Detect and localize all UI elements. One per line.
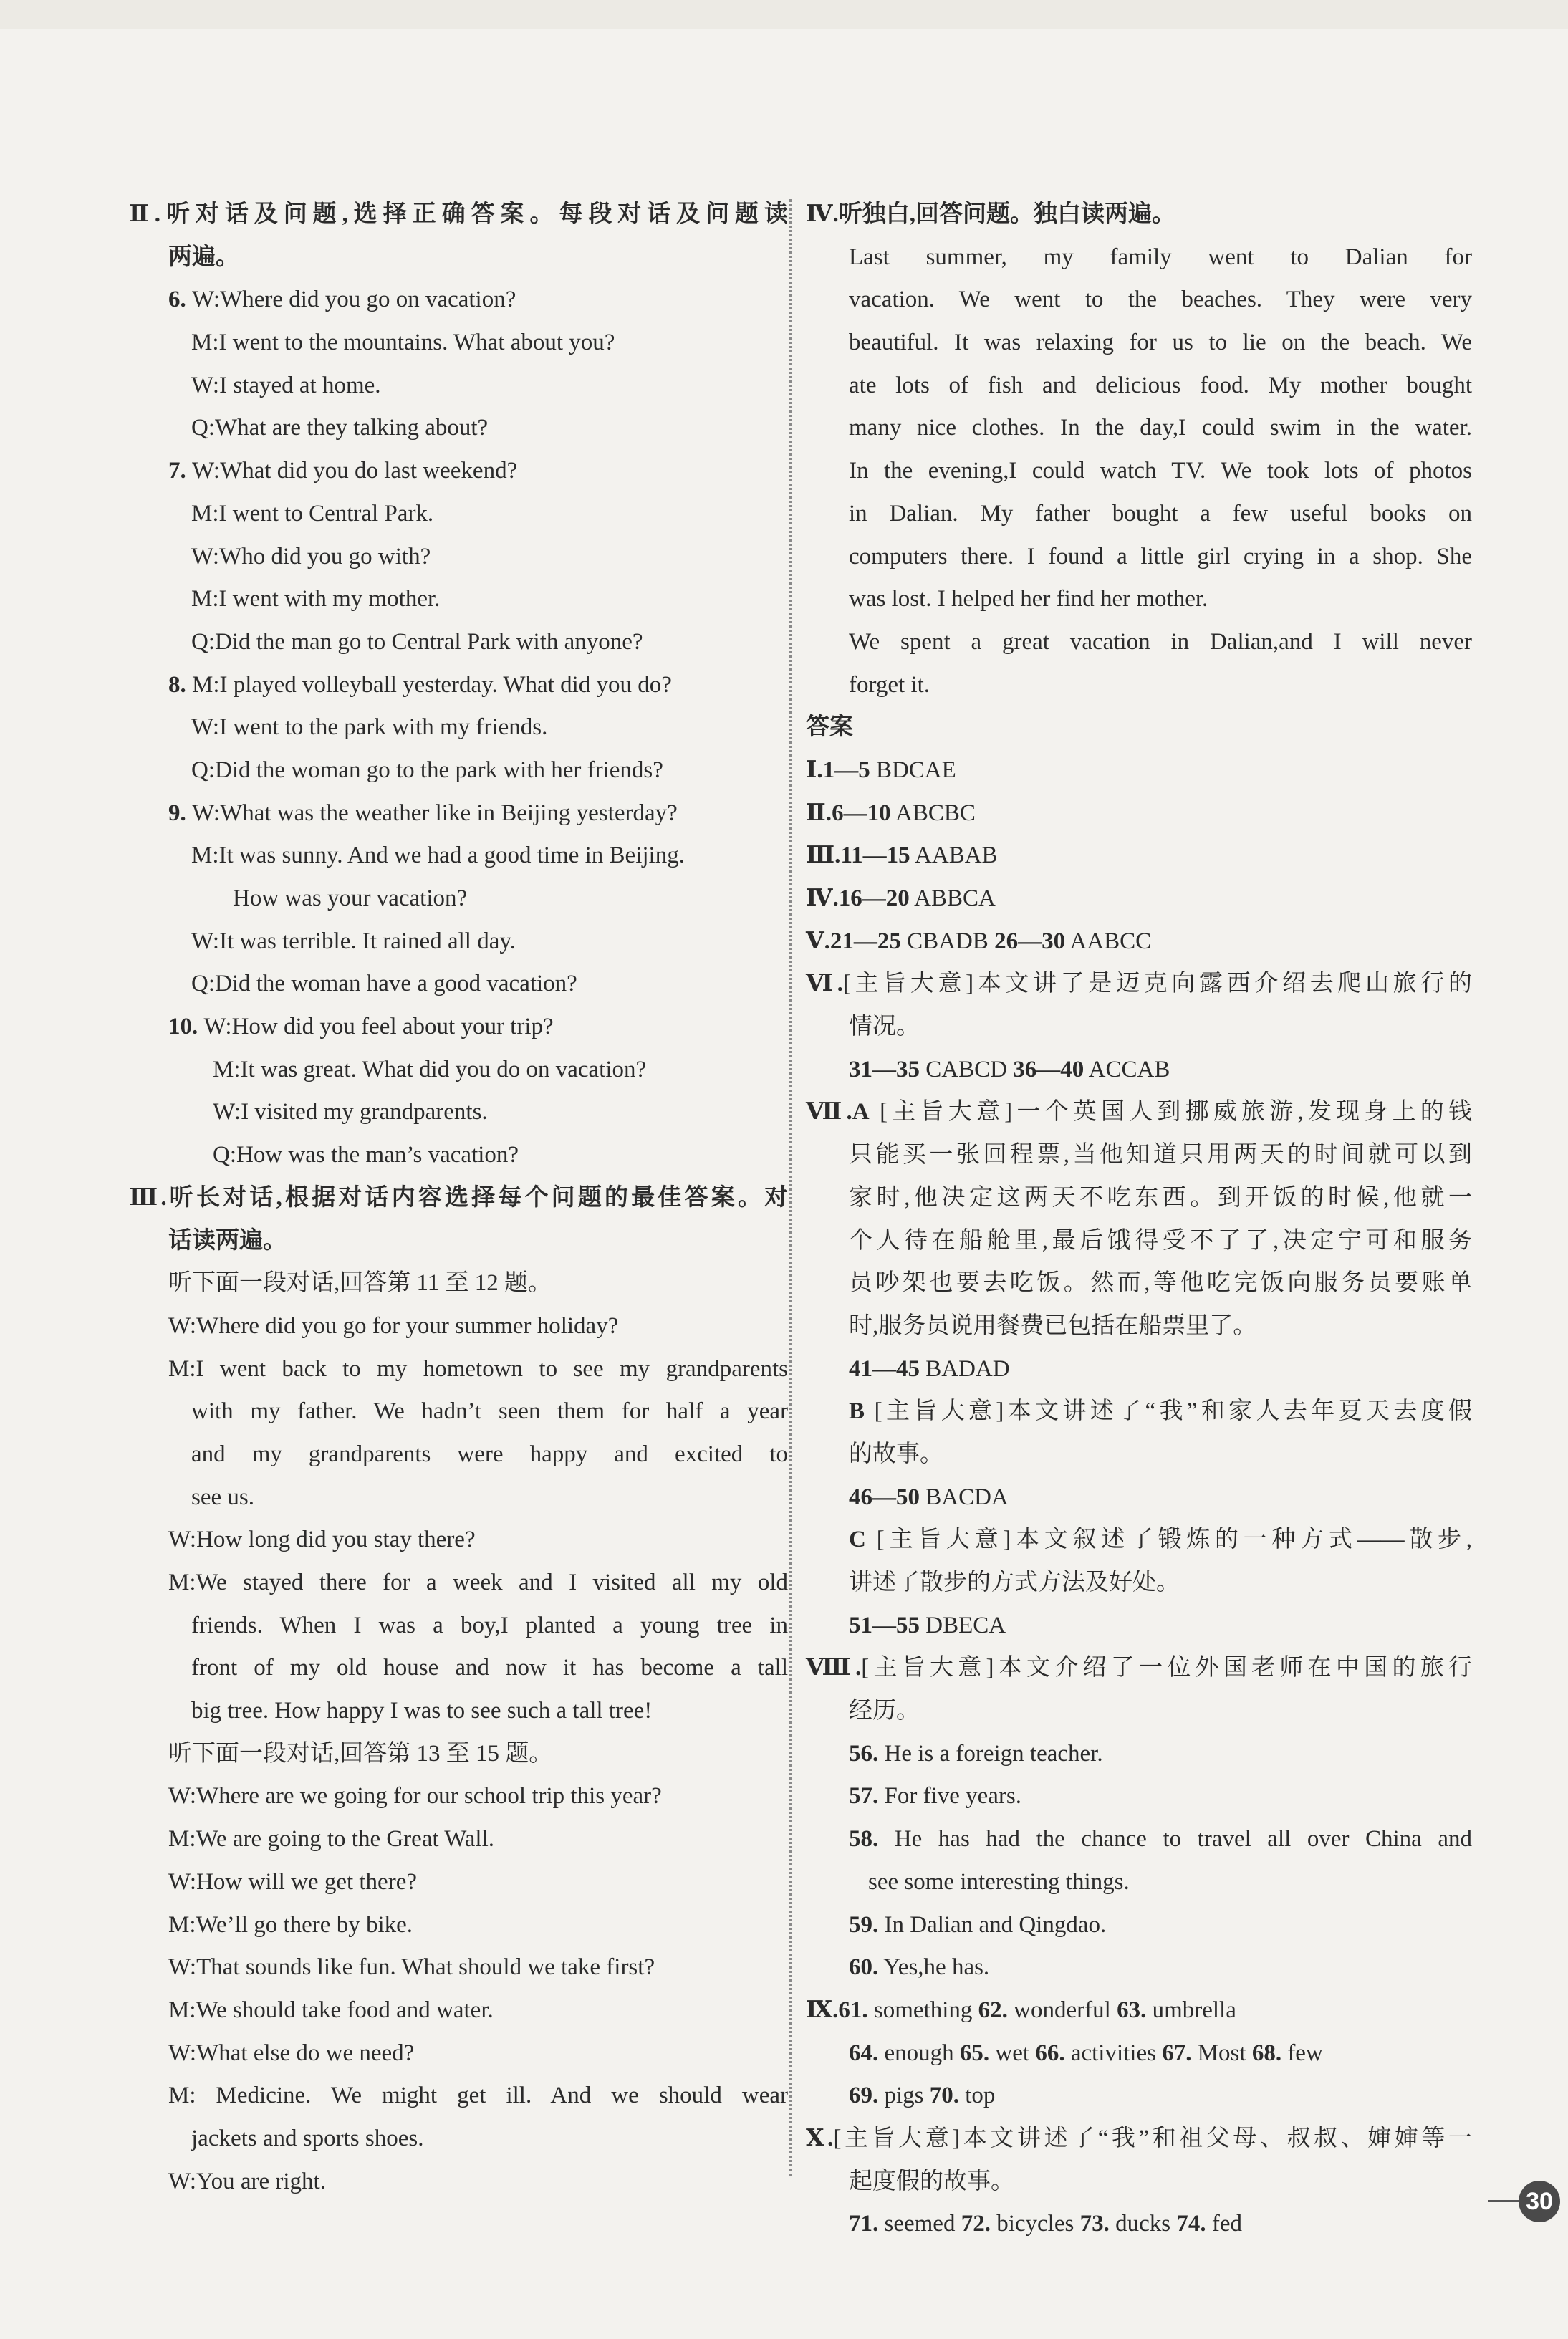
answer-text: bicycles bbox=[990, 2211, 1080, 2237]
answer-section-label: Ⅰ. bbox=[806, 757, 823, 783]
answer-text: pigs bbox=[878, 2083, 930, 2109]
answer-text: ABCBC bbox=[890, 799, 976, 826]
answer-text: [主旨大意]一个英国人到挪威旅游,发现身上的钱 bbox=[869, 1099, 1473, 1125]
answer-line bbox=[806, 1091, 1472, 1134]
answer-number: 69. bbox=[849, 2083, 879, 2109]
answer-text: top bbox=[959, 2083, 996, 2109]
dialogue-line bbox=[129, 279, 788, 322]
page-number: 30 bbox=[1519, 2181, 1560, 2222]
dialogue-line bbox=[129, 706, 788, 749]
dialogue-line: M:I went back to my hometown to see my grandparents bbox=[168, 1355, 788, 1382]
answer-line bbox=[806, 2118, 1472, 2161]
answer-number: 51—55 bbox=[849, 1612, 920, 1638]
answer-number: C bbox=[849, 1527, 866, 1553]
dialogue-line bbox=[129, 536, 788, 579]
answer-line bbox=[806, 835, 1472, 878]
dialogue-text: M:I went to Central Park. bbox=[191, 500, 434, 527]
monologue-line: We spent a great vacation in Dalian,and I will never bbox=[849, 628, 1472, 655]
answer-line bbox=[806, 1134, 1472, 1177]
answer-text: something bbox=[867, 1997, 978, 2023]
answer-line bbox=[806, 878, 1472, 921]
answer-text: fed bbox=[1206, 2211, 1242, 2237]
answer-line bbox=[806, 1391, 1472, 1433]
dialogue-text: W:What was the weather like in Beijing yesterday? bbox=[192, 799, 678, 826]
monologue-line: was lost. I helped her find her mother. bbox=[849, 586, 1208, 613]
answer-number: B bbox=[849, 1398, 865, 1425]
dialogue-text: M:I played volleyball yesterday. What did you do? bbox=[192, 671, 672, 698]
dialogue-text: M:I went with my mother. bbox=[191, 586, 441, 613]
answer-section-label: Ⅹ. bbox=[806, 2125, 834, 2151]
answer-section-label: Ⅷ. bbox=[806, 1655, 862, 1681]
answer-text: seemed bbox=[878, 2211, 961, 2237]
dialogue-line: W:Where are we going for our school trip this year? bbox=[168, 1783, 662, 1810]
dialogue-text: W:Where did you go on vacation? bbox=[192, 287, 516, 313]
dialogue-line: M:We stayed there for a week and I visited all my old bbox=[168, 1570, 788, 1595]
left-column bbox=[129, 193, 788, 2203]
answer-section-label: Ⅶ. bbox=[806, 1099, 852, 1125]
answer-line bbox=[806, 1305, 1472, 1348]
answer-line bbox=[806, 1605, 1472, 1648]
dialogue-line: M: Medicine. We might get ill. And we should wear bbox=[168, 2083, 788, 2109]
answer-text: activities bbox=[1064, 2040, 1163, 2066]
dialogue-line: W:What else do we need? bbox=[168, 2040, 415, 2066]
answer-text: CABCD bbox=[920, 1056, 1014, 1082]
answer-number: 6—10 bbox=[832, 799, 891, 826]
answer-text: BDCAE bbox=[870, 757, 956, 783]
dialogue-line: and my grandparents were happy and excited to bbox=[191, 1441, 788, 1467]
answers-heading: 答案 bbox=[806, 714, 853, 741]
monologue-line: beautiful. It was relaxing for us to lie on the beach. We bbox=[849, 330, 1472, 356]
answer-text: [主旨大意]本文叙述了锻炼的一种方式——散步, bbox=[865, 1527, 1472, 1553]
monologue-line: In the evening,I could watch TV. We took lots of photos bbox=[849, 458, 1472, 484]
answer-text: He is a foreign teacher. bbox=[878, 1740, 1103, 1767]
answer-section-label: Ⅸ. bbox=[806, 1997, 839, 2023]
answer-number: 56. bbox=[849, 1740, 879, 1767]
dialogue-line: see us. bbox=[191, 1484, 254, 1510]
answer-line bbox=[806, 1733, 1472, 1776]
answer-line bbox=[806, 1433, 1472, 1476]
answer-text: [主旨大意]本文讲了是迈克向露西介绍去爬山旅行的 bbox=[842, 971, 1472, 997]
answer-text: 时,服务员说用餐费已包括在船票里了。 bbox=[849, 1312, 1257, 1339]
dialogue-text: M:It was sunny. And we had a good time in Beijing. bbox=[191, 842, 685, 869]
dialogue-line: front of my old house and now it has become a tall bbox=[191, 1655, 788, 1681]
dialogue-text: M:I went to the mountains. What about you? bbox=[191, 330, 615, 356]
dialogue-line bbox=[129, 1091, 788, 1134]
answer-text: 的故事。 bbox=[849, 1441, 943, 1467]
dialogue-line: friends. When I was a boy,I planted a young tree in bbox=[191, 1612, 788, 1638]
answer-number: 26—30 bbox=[994, 928, 1066, 954]
answer-number: 60. bbox=[849, 1954, 879, 1981]
answer-key bbox=[806, 749, 1472, 2246]
dialogue-line: W:Where did you go for your summer holiday? bbox=[168, 1312, 619, 1339]
question-number: 10. bbox=[168, 1014, 204, 1040]
dialogue-text: W:I visited my grandparents. bbox=[213, 1099, 488, 1125]
answer-text: He has had the chance to travel all over China and bbox=[878, 1826, 1472, 1853]
dialogue-line bbox=[129, 450, 788, 493]
answer-number: 31—35 bbox=[849, 1056, 920, 1082]
dialogue-text: Q:Did the man go to Central Park with anyone? bbox=[191, 628, 643, 655]
dialogue-line bbox=[129, 1006, 788, 1049]
dialogue-line bbox=[129, 749, 788, 792]
section-4-heading: Ⅳ.听独白,回答问题。独白读两遍。 bbox=[806, 201, 1175, 227]
answer-text: ABBCA bbox=[909, 885, 996, 911]
answer-number: 67. bbox=[1162, 2040, 1192, 2066]
answer-line bbox=[806, 2032, 1472, 2075]
section-2-heading: Ⅱ.听对话及问题,选择正确答案。每段对话及问题读 bbox=[129, 201, 788, 227]
dialogue-line bbox=[129, 621, 788, 664]
answer-text: 情况。 bbox=[849, 1014, 920, 1040]
monologue-line: in Dalian. My father bought a few useful books on bbox=[849, 500, 1472, 527]
dialogue-text: W:How did you feel about your trip? bbox=[203, 1014, 554, 1040]
dialogue-text: W:I stayed at home. bbox=[191, 372, 381, 398]
dialogue-line bbox=[129, 365, 788, 408]
top-strip bbox=[0, 0, 1568, 29]
monologue-line: Last summer, my family went to Dalian for bbox=[849, 244, 1472, 270]
dialogue-line: 听下面一段对话,回答第 11 至 12 题。 bbox=[168, 1270, 552, 1297]
monologue-line: vacation. We went to the beaches. They were very bbox=[849, 287, 1472, 313]
section-2-heading-cont: 两遍。 bbox=[168, 244, 239, 270]
dialogue-text: Q:How was the man’s vacation? bbox=[213, 1142, 519, 1168]
answer-number: 16—20 bbox=[838, 885, 910, 911]
question-number: 8. bbox=[168, 671, 192, 698]
answer-number: 41—45 bbox=[849, 1355, 920, 1382]
dialogue-line: M:We are going to the Great Wall. bbox=[168, 1826, 495, 1853]
answer-number: 72. bbox=[961, 2211, 991, 2237]
answer-text: [主旨大意]本文讲述了“我”和家人去年夏天去度假 bbox=[865, 1398, 1472, 1425]
answer-line bbox=[806, 1989, 1472, 2032]
dialogue-text: How was your vacation? bbox=[233, 885, 468, 911]
dialogue-line: with my father. We hadn’t seen them for half a year bbox=[191, 1398, 788, 1425]
answer-number: 74. bbox=[1176, 2211, 1206, 2237]
answer-line bbox=[806, 1647, 1472, 1690]
dialogue-text: Q:Did the woman go to the park with her friends? bbox=[191, 757, 663, 783]
answer-line bbox=[806, 1262, 1472, 1305]
dialogue-line bbox=[129, 1134, 788, 1177]
answer-text: For five years. bbox=[878, 1783, 1022, 1810]
right-column bbox=[806, 193, 1472, 2246]
answer-text: wonderful bbox=[1007, 1997, 1117, 2023]
answer-text: [主旨大意]本文介绍了一位外国老师在中国的旅行 bbox=[861, 1655, 1472, 1681]
answer-text: Yes,he has. bbox=[878, 1954, 990, 1981]
answer-text: 经历。 bbox=[849, 1698, 920, 1724]
answer-line bbox=[806, 1690, 1472, 1733]
dialogue-line bbox=[129, 664, 788, 707]
section-3-heading: Ⅲ.听长对话,根据对话内容选择每个问题的最佳答案。对 bbox=[129, 1184, 788, 1211]
answer-text: CBADB bbox=[900, 928, 995, 954]
answer-text: 讲述了散步的方式方法及好处。 bbox=[849, 1570, 1180, 1595]
answer-section-label: Ⅳ. bbox=[806, 885, 839, 911]
dialogue-line bbox=[129, 407, 788, 450]
answer-text: BACDA bbox=[920, 1484, 1009, 1510]
section-3-dialogues bbox=[129, 1262, 788, 2203]
answer-text: In Dalian and Qingdao. bbox=[878, 1911, 1107, 1938]
answer-number: 59. bbox=[849, 1911, 879, 1938]
dialogue-line bbox=[129, 921, 788, 964]
section-2-dialogues bbox=[129, 279, 788, 1176]
monologue-line: many nice clothes. In the day,I could swim in the water. bbox=[849, 415, 1472, 441]
answer-text: enough bbox=[878, 2040, 960, 2066]
answer-text: few bbox=[1281, 2040, 1323, 2066]
dialogue-line: M:We’ll go there by bike. bbox=[168, 1911, 413, 1938]
answer-text: BADAD bbox=[920, 1355, 1010, 1382]
dialogue-text: W:Who did you go with? bbox=[191, 543, 431, 570]
dialogue-line bbox=[129, 1049, 788, 1092]
dialogue-line bbox=[129, 322, 788, 365]
page-number-dash bbox=[1488, 2200, 1519, 2202]
answer-line bbox=[806, 1476, 1472, 1519]
answer-section-label: Ⅲ. bbox=[806, 842, 841, 869]
answer-number: 46—50 bbox=[849, 1484, 920, 1510]
answer-number: 36—40 bbox=[1013, 1056, 1084, 1082]
dialogue-line: W:How long did you stay there? bbox=[168, 1527, 476, 1553]
answer-number: 63. bbox=[1117, 1997, 1147, 2023]
answer-number: 11—15 bbox=[840, 842, 910, 869]
section-4-monologue bbox=[806, 236, 1472, 707]
answer-text: wet bbox=[989, 2040, 1036, 2066]
dialogue-line: 听下面一段对话,回答第 13 至 15 题。 bbox=[168, 1740, 553, 1767]
answer-line bbox=[806, 963, 1472, 1006]
answer-line bbox=[806, 749, 1472, 792]
answer-text: [主旨大意]本文讲述了“我”和祖父母、叔叔、婶婶等一 bbox=[833, 2125, 1472, 2151]
dialogue-text: M:It was great. What did you do on vacation? bbox=[213, 1056, 647, 1082]
answer-line bbox=[806, 2203, 1472, 2246]
monologue-line: forget it. bbox=[849, 671, 930, 698]
dialogue-line: W:How will we get there? bbox=[168, 1868, 417, 1895]
dialogue-text: W:I went to the park with my friends. bbox=[191, 714, 548, 741]
answer-line bbox=[806, 1562, 1472, 1605]
answer-text: see some interesting things. bbox=[868, 1868, 1130, 1895]
answer-line bbox=[806, 1775, 1472, 1818]
dialogue-text: Q:Did the woman have a good vacation? bbox=[191, 971, 577, 997]
answer-number: 71. bbox=[849, 2211, 879, 2237]
answer-line bbox=[806, 1519, 1472, 1562]
answer-section-label: Ⅴ. bbox=[806, 928, 830, 954]
column-divider bbox=[789, 199, 792, 2176]
answer-text: AABCC bbox=[1065, 928, 1152, 954]
dialogue-text: Q:What are they talking about? bbox=[191, 415, 489, 441]
answer-line bbox=[806, 1220, 1472, 1263]
answer-line bbox=[806, 1861, 1472, 1904]
answer-line bbox=[806, 1348, 1472, 1391]
dialogue-line: M:We should take food and water. bbox=[168, 1997, 494, 2023]
answer-number: 68. bbox=[1251, 2040, 1282, 2066]
dialogue-line: big tree. How happy I was to see such a tall tree! bbox=[191, 1698, 653, 1724]
dialogue-line bbox=[129, 963, 788, 1006]
answer-text: ducks bbox=[1109, 2211, 1177, 2237]
answer-text: 个人待在船舱里,最后饿得受不了了,决定宁可和服务 bbox=[849, 1227, 1472, 1254]
answer-number: 73. bbox=[1079, 2211, 1110, 2237]
answer-line bbox=[806, 2161, 1472, 2204]
answer-number: 66. bbox=[1035, 2040, 1065, 2066]
dialogue-line bbox=[129, 578, 788, 621]
answer-text: umbrella bbox=[1146, 1997, 1236, 2023]
dialogue-text: W:What did you do last weekend? bbox=[192, 458, 518, 484]
question-number: 7. bbox=[168, 458, 192, 484]
dialogue-text: W:It was terrible. It rained all day. bbox=[191, 928, 516, 954]
answer-line bbox=[806, 921, 1472, 964]
answer-text: 起度假的故事。 bbox=[849, 2168, 1014, 2194]
answer-line bbox=[806, 792, 1472, 835]
dialogue-line: jackets and sports shoes. bbox=[191, 2125, 424, 2151]
answer-line bbox=[806, 1818, 1472, 1861]
answer-line bbox=[806, 1049, 1472, 1092]
answer-text: 员吵架也要去吃饭。然而,等他吃完饭向服务员要账单 bbox=[849, 1270, 1472, 1297]
answer-number: 70. bbox=[929, 2083, 960, 2109]
answer-section-label: Ⅱ. bbox=[806, 799, 832, 826]
answer-line bbox=[806, 1177, 1472, 1220]
answer-number: 1—5 bbox=[822, 757, 870, 783]
dialogue-line bbox=[129, 835, 788, 878]
answer-line bbox=[806, 2075, 1472, 2118]
monologue-line: computers there. I found a little girl crying in a shop. She bbox=[849, 543, 1472, 570]
answer-line bbox=[806, 1946, 1472, 1989]
answer-text: AABAB bbox=[910, 842, 998, 869]
answer-number: 62. bbox=[978, 1997, 1008, 2023]
dialogue-line bbox=[129, 878, 788, 921]
answer-number: 58. bbox=[849, 1826, 879, 1853]
answer-line bbox=[806, 1006, 1472, 1049]
answer-number: 64. bbox=[849, 2040, 879, 2066]
answer-number: 21—25 bbox=[829, 928, 901, 954]
dialogue-line bbox=[129, 493, 788, 536]
dialogue-line bbox=[129, 792, 788, 835]
answer-number: 57. bbox=[849, 1783, 879, 1810]
answer-line bbox=[806, 1904, 1472, 1947]
dialogue-line: W:You are right. bbox=[168, 2168, 326, 2194]
answer-text: 只能买一张回程票,当他知道只用两天的时间就可以到 bbox=[849, 1142, 1472, 1168]
monologue-line: ate lots of fish and delicious food. My mother bought bbox=[849, 372, 1472, 398]
question-number: 9. bbox=[168, 799, 192, 826]
answer-number: A bbox=[852, 1099, 870, 1125]
answer-number: 61. bbox=[838, 1997, 868, 2023]
section-3-heading-cont: 话读两遍。 bbox=[168, 1227, 287, 1254]
question-number: 6. bbox=[168, 287, 192, 313]
answer-text: ACCAB bbox=[1084, 1056, 1170, 1082]
answer-number: 65. bbox=[959, 2040, 990, 2066]
answer-text: Most bbox=[1191, 2040, 1252, 2066]
answer-section-label: Ⅵ. bbox=[806, 971, 843, 997]
answer-text: DBECA bbox=[920, 1612, 1006, 1638]
dialogue-line: W:That sounds like fun. What should we take first? bbox=[168, 1954, 655, 1981]
answer-text: 家时,他决定这两天不吃东西。到开饭的时候,他就一 bbox=[849, 1184, 1472, 1211]
